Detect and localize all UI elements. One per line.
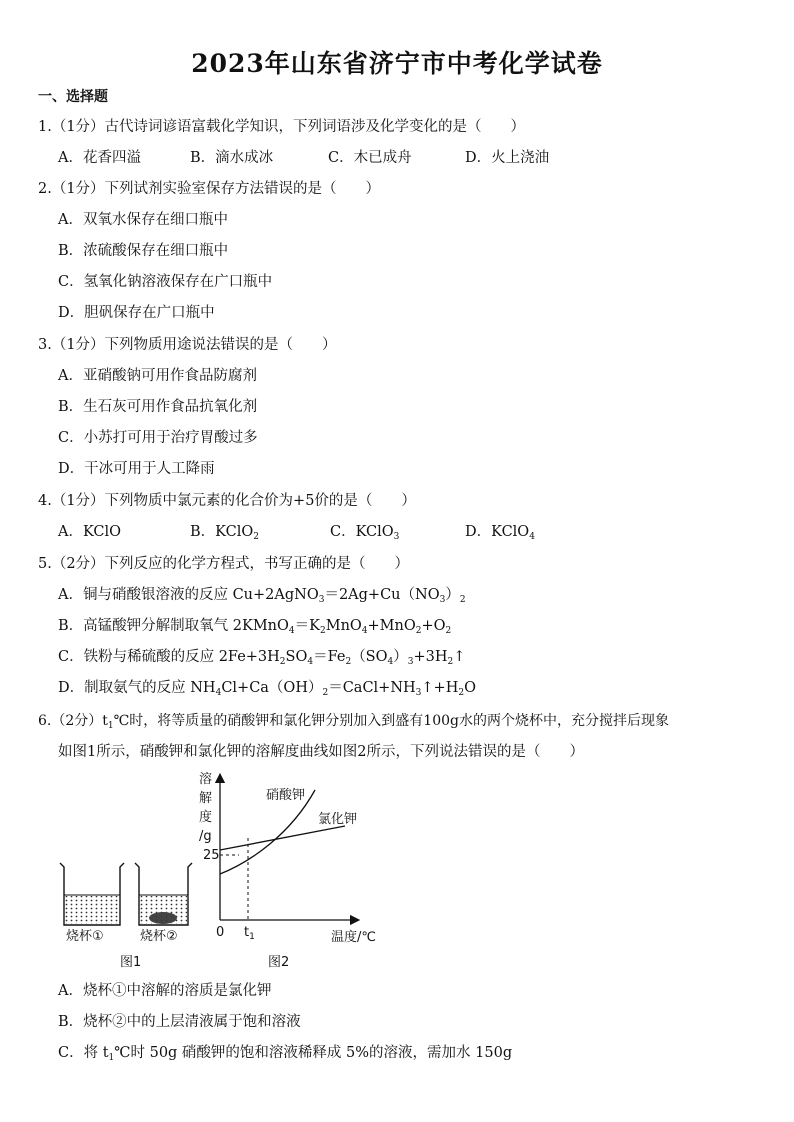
q2-option-a: A．双氧水保存在细口瓶中 (58, 212, 228, 228)
q4-option-d: D．KClO$_4$ (465, 524, 535, 542)
kno3-series-label: 硝酸钾 (266, 788, 306, 803)
q5-option-a: A．铜与硝酸银溶液的反应 $Cu+2AgNO_3=2Ag+Cu(NO_3)_2$ (58, 587, 466, 605)
q3-option-c: C．小苏打可用于治疗胃酸过多 (58, 430, 258, 446)
q3-option-d: D．干冰可用于人工降雨 (58, 461, 215, 477)
y-tick-25: 25 (203, 848, 220, 863)
question-4-stem: 4.（1分）下列物质中氯元素的化合价为+5价的是（ ） (38, 493, 416, 509)
q4-option-c: C．KClO$_3$ (330, 524, 400, 542)
beaker-2-label: 烧杯② (140, 929, 178, 944)
q4-option-b: B．KClO$_2$ (190, 524, 259, 542)
figure-1-beakers (50, 855, 200, 935)
q1-option-c: C．木已成舟 (328, 150, 412, 166)
q5-option-b: B．高锰酸钾分解制取氧气 $2KMnO_4=K_2MnO_4+MnO_2+O_2$ (58, 618, 452, 636)
question-6-stem-line2: 如图1所示，硝酸钾和氯化钾的溶解度曲线如图2所示，下列说法错误的是（ ） (58, 744, 584, 760)
q6-option-a: A．烧杯①中溶解的溶质是氯化钾 (58, 983, 272, 999)
q3-option-a: A．亚硝酸钠可用作食品防腐剂 (58, 368, 257, 384)
page-title: 2023年山东省济宁市中考化学试卷 (191, 49, 603, 78)
section-heading: 一、选择题 (38, 89, 108, 105)
question-1-stem: 1.（1分）古代诗词谚语富载化学知识，下列词语涉及化学变化的是（ ） (38, 119, 526, 135)
y-axis-label: 溶 解 度 /g (199, 772, 213, 844)
question-6-stem: 6.（2分）$t_1℃$时，将等质量的硝酸钾和氯化钾分别加入到盛有100g水的两个烧杯中，充分搅拌后现象 (38, 713, 669, 731)
figure-1-caption: 图1 (120, 955, 142, 970)
q5-option-c: C．铁粉与稀硫酸的反应 $2Fe+3H_2SO_4=Fe_2(SO_4)_3+3H_2↑$ (58, 649, 466, 667)
question-2-stem: 2.（1分）下列试剂实验室保存方法错误的是（ ） (38, 181, 381, 197)
origin-label: 0 (216, 925, 225, 940)
q5-option-d: D．制取氨气的反应 $NH_4Cl+Ca(OH)_2=CaCl+NH_3↑+H_2O$ (58, 680, 476, 698)
question-3-stem: 3.（1分）下列物质用途说法错误的是（ ） (38, 337, 337, 353)
kcl-series-label: 氯化钾 (318, 812, 358, 827)
q2-option-d: D．胆矾保存在广口瓶中 (58, 305, 215, 321)
question-5-stem: 5.（2分）下列反应的化学方程式，书写正确的是（ ） (38, 556, 410, 572)
beaker-2 (135, 863, 192, 925)
q4-option-a: A．KClO (58, 524, 122, 540)
kcl-curve (220, 826, 345, 850)
q1-option-b: B．滴水成冰 (190, 150, 274, 166)
q2-option-c: C．氢氧化钠溶液保存在广口瓶中 (58, 274, 273, 290)
beaker-1 (60, 863, 124, 925)
beaker-1-label: 烧杯① (66, 929, 104, 944)
q1-option-a: A．花香四溢 (58, 150, 141, 166)
x-tick-t1: $t_1$ (244, 925, 255, 942)
q6-option-c: C．将 $t_1℃$时 50g 硝酸钾的饱和溶液稀释成 5%的溶液，需加水 150g (58, 1045, 513, 1063)
figure-2-caption: 图2 (268, 955, 290, 970)
q1-option-d: D．火上浇油 (465, 150, 550, 166)
q6-option-b: B．烧杯②中的上层清液属于饱和溶液 (58, 1014, 301, 1030)
x-axis-label: 温度/℃ (331, 930, 376, 945)
q3-option-b: B．生石灰可用作食品抗氧化剂 (58, 399, 258, 415)
q2-option-b: B．浓硫酸保存在细口瓶中 (58, 243, 229, 259)
